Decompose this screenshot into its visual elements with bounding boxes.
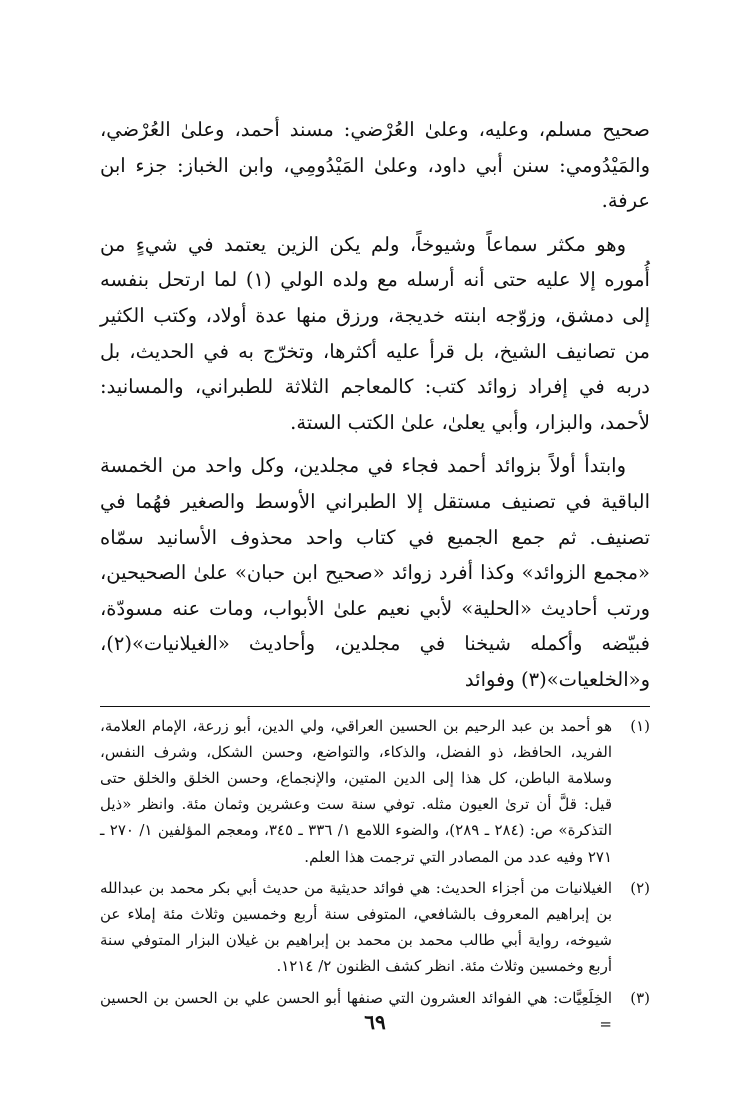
main-text (100, 112, 650, 698)
footnote-marker: (٣) (630, 988, 650, 1007)
footnote-2 (100, 875, 650, 980)
footnote-marker: (١) (630, 716, 650, 735)
page-number: ٦٩ (364, 1010, 386, 1034)
footnotes (100, 713, 650, 1037)
footnote-text: الغيلانيات من أجزاء الحديث: هي فوائد حديثية من حديث أبي بكر محمد بن عبدالله بن إبراهيم المعروف بالشافعي، المتوفى سنة أربع وخمسين وثلاث مئة إملاء عن شيوخه، رواية أبي طالب محمد بن محمد بن إبراهيم بن غيلان البزار المتوفي سنة أربع وخمسين وثلاث مئة. انظر كشف الظنون ٢/ ١٢١٤. (100, 878, 612, 976)
paragraph-2: وهو مكثر سماعاً وشيوخاً، ولم يكن الزين يعتمد في شيءٍ من أُموره إلا عليه حتى أنه أرسله مع ولده الولي (١) لما ارتحل بنفسه إلى دمشق، وزوّجه ابنته خديجة، ورزق منها عدة أولاد، وكتب الكثير من تصانيف الشيخ، بل قرأ عليه أكثرها، وتخرّج به في الحديث، بل دربه في إفراد زوائد كتب: كالمعاجم الثلاثة للطبراني، والمسانيد: لأحمد، والبزار، وأبي يعلىٰ، علىٰ الكتب الستة. (100, 232, 650, 434)
paragraph-1: صحيح مسلم، وعليه، وعلىٰ العُرْضي: مسند أحمد، وعلىٰ العُرْضي، والمَيْدُومي: سنن أبي داود، وعلىٰ المَيْدُومِي، وابن الخباز: جزء ابن عرفة. (100, 118, 650, 213)
footnote-divider (100, 706, 650, 707)
footnote-text: الخِلَعِيَّات: هي الفوائد العشرون التي صنفها أبو الحسن علي بن الحسن بن الحسين = (100, 988, 612, 1033)
paragraph-3: وابتدأ أولاً بزوائد أحمد فجاء في مجلدين، وكل واحد من الخمسة الباقية في تصنيف مستقل إلا الطبراني الأوسط والصغير فهُما في تصنيف. ثم جمع الجميع في كتاب واحد محذوف الأسانيد سمّاه «مجمع الزوائد» وكذا أفرد زوائد «صحيح ابن حبان» علىٰ الصحيحين، ورتب أحاديث «الحلية» لأبي نعيم علىٰ الأبواب، ومات عنه مسودّة، فبيّضه وأكمله شيخنا في مجلدين، وأحاديث «الغيلانيات»(٢)، و«الخلعيات»(٣) وفوائد (100, 454, 650, 691)
footnote-text: هو أحمد بن عبد الرحيم بن الحسين العراقي، ولي الدين، أبو زرعة، الإمام العلامة، الفريد، الحافظ، ذو الفضل، والذكاء، والتواضع، وحسن الشكل، وشرف النفس، وسلامة الباطن، كل هذا إلى الدين المتين، والإنجماع، وحسن الخلق والخلق حتى قيل: قلَّ أن ترىٰ العيون مثله. توفي سنة ست وعشرين وثمان مئة. وانظر «ذيل التذكرة» ص: (٢٨٤ ـ ٢٨٩)، والضوء اللامع ١/ ٣٣٦ ـ ٣٤٥، ومعجم المؤلفين ١/ ٢٧٠ ـ ٢٧١ وفيه عدد من المصادر التي ترجمت هذا العلم. (100, 716, 613, 866)
footnote-1 (100, 713, 650, 870)
footnote-marker: (٢) (630, 878, 650, 897)
